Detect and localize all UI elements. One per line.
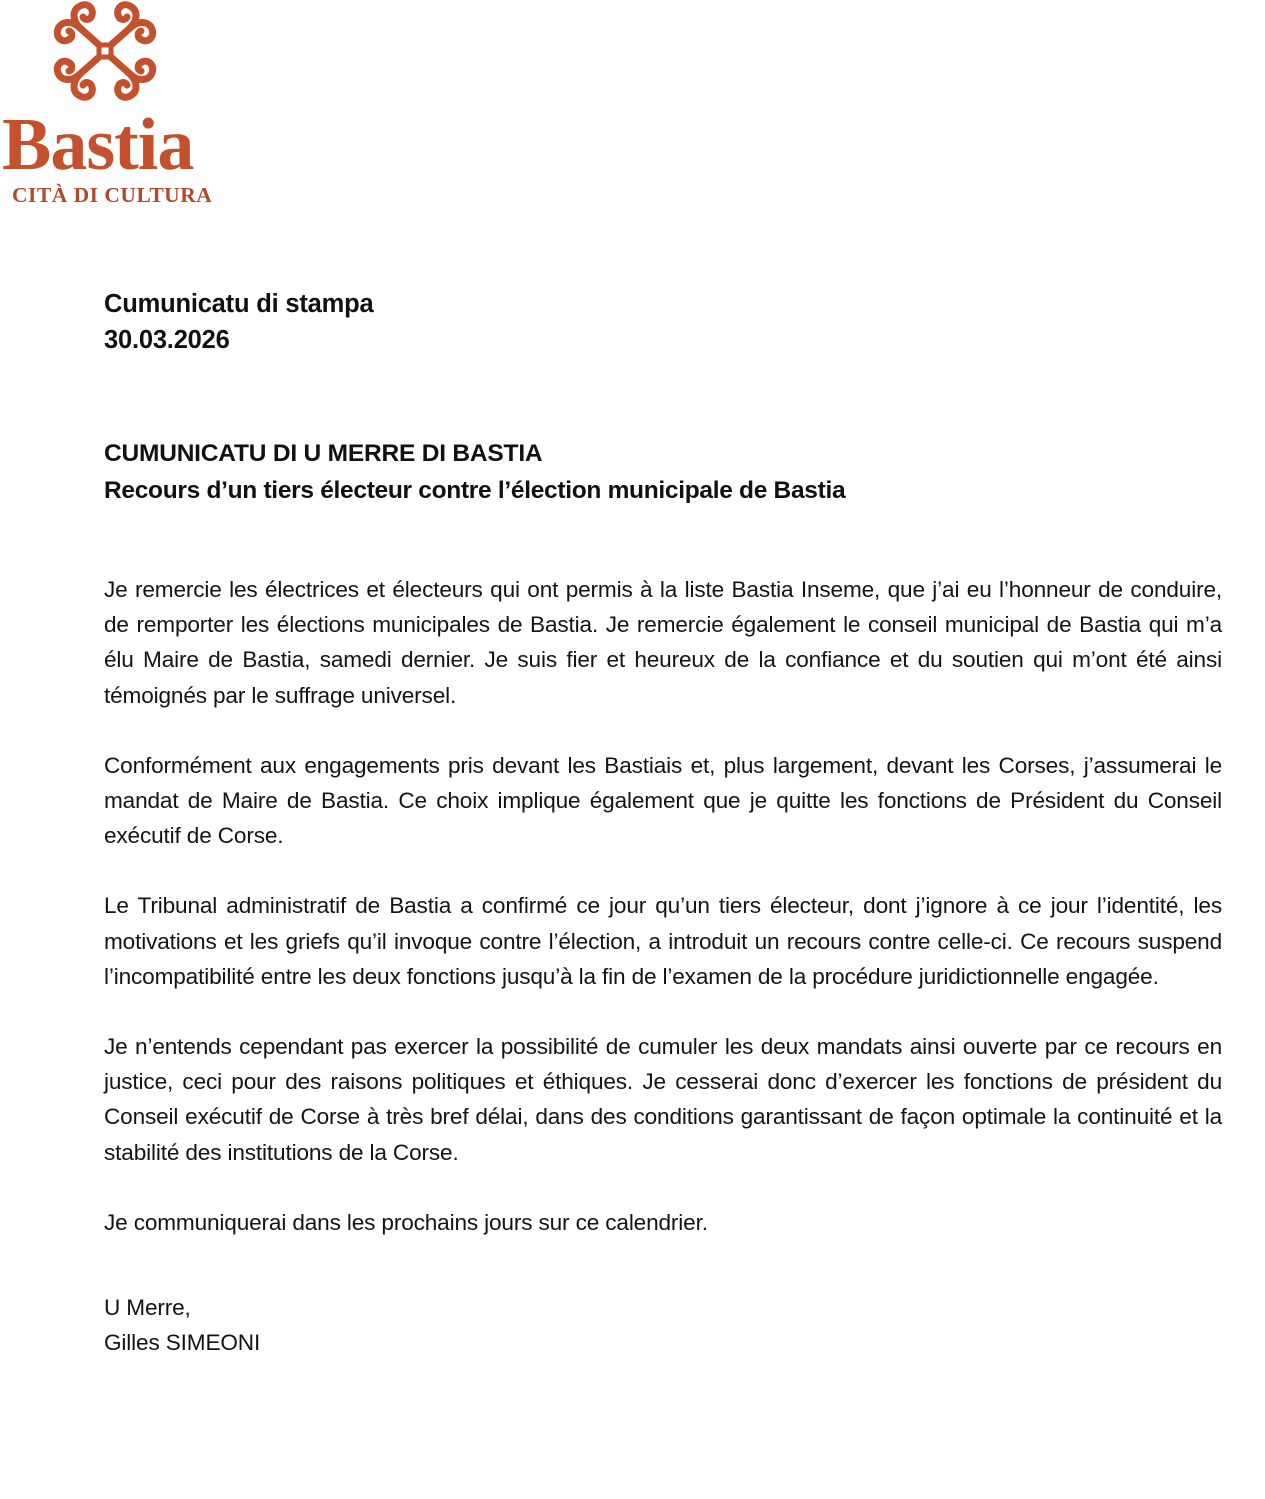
body-paragraph: Je communiquerai dans les prochains jours sur ce calendrier. <box>104 1209 708 1235</box>
document-kicker <box>104 286 1222 358</box>
body-paragraph: Je remercie les électrices et électeurs qui ont permis à la liste Bastia Inseme, que j’ai eu l’honneur de conduire, de remporter les élections municipales de Bastia. Je remercie également le conseil municipal de Bastia qui m’a élu Maire de Bastia, samedi dernier. Je suis fier et heureux de la confiance et du soutien qui m’ont été ainsi témoignés par le suffrage universel. <box>104 576 1222 708</box>
press-release-document <box>104 286 1222 1360</box>
signoff-name: Gilles SIMEONI <box>104 1330 261 1356</box>
body-paragraph: Je n’entends cependant pas exercer la possibilité de cumuler les deux mandats ainsi ouverte par ce recours en justice, ceci pour des raisons politiques et éthiques. Je cesserai donc d’exercer les fonctions de président du Conseil exécutif de Corse à très bref délai, dans des conditions garantissant de façon optimale la continuité et la stabilité des institutions de la Corse. <box>104 1033 1222 1165</box>
headline-secondary: Recours d’un tiers électeur contre l’élection municipale de Bastia <box>104 477 846 505</box>
bastia-scroll-ornament-icon <box>30 0 215 110</box>
logo-wordmark: Bastia <box>2 104 194 186</box>
headline-primary: CUMUNICATU DI U MERRE DI BASTIA <box>104 440 543 468</box>
body-paragraph: Conformément aux engagements pris devant les Bastiais et, plus largement, devant les Corses, j’assumerai le mandat de Maire de Bastia. Ce choix implique également que je quitte les fonctions de Président du Conseil exécutif de Corse. <box>104 752 1222 849</box>
logo-subtitle: CITÀ DI CULTURA <box>12 182 213 207</box>
signoff-role: U Merre, <box>104 1294 191 1320</box>
kicker-date: 30.03.2026 <box>104 326 230 355</box>
bastia-logo <box>0 0 215 206</box>
kicker-label: Cumunicatu di stampa <box>104 290 374 318</box>
document-headline <box>104 436 1222 510</box>
document-signoff <box>104 1290 1222 1360</box>
body-paragraph: Le Tribunal administratif de Bastia a confirmé ce jour qu’un tiers électeur, dont j’ignore à ce jour l’identité, les motivations et les griefs qu’il invoque contre l’élection, a introduit un recours contre celle-ci. Ce recours suspend l’incompatibilité entre les deux fonctions jusqu’à la fin de l’examen de la procédure juridictionnelle engagée. <box>104 893 1222 989</box>
document-body <box>104 572 1222 1240</box>
